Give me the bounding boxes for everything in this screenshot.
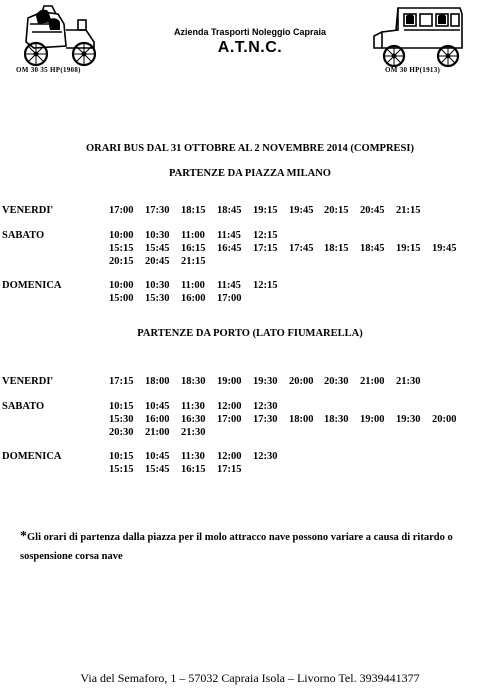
departure-time: 20:45 xyxy=(145,256,170,267)
schedule-row xyxy=(0,243,500,256)
departure-time: 15:15 xyxy=(109,464,134,475)
schedule-row xyxy=(0,205,500,218)
departure-time: 16:15 xyxy=(181,243,206,254)
departure-time: 11:45 xyxy=(217,280,241,291)
departure-time: 15:30 xyxy=(145,293,170,304)
vintage-bus-1908-illustration xyxy=(8,2,108,74)
departure-time: 15:15 xyxy=(109,243,134,254)
departure-time: 18:00 xyxy=(145,376,170,387)
vintage-bus-1913-illustration xyxy=(368,2,468,74)
departure-time: 21:15 xyxy=(181,256,206,267)
departure-time: 17:30 xyxy=(253,414,278,425)
departure-time: 18:45 xyxy=(217,205,242,216)
departure-time: 17:15 xyxy=(253,243,278,254)
schedule-row xyxy=(0,280,500,293)
company-short-name: A.T.N.C. xyxy=(217,39,283,56)
departure-time: 12:15 xyxy=(253,230,278,241)
departure-time: 11:00 xyxy=(181,230,205,241)
departure-time: 11:00 xyxy=(181,280,205,291)
departure-time: 19:15 xyxy=(396,243,421,254)
departure-time: 21:00 xyxy=(360,376,385,387)
schedule-row xyxy=(0,427,500,440)
day-label: DOMENICA xyxy=(2,451,62,462)
company-full-name: Azienda Trasporti Noleggio Capraia xyxy=(173,27,327,37)
departure-time: 19:00 xyxy=(360,414,385,425)
departure-time: 10:15 xyxy=(109,401,134,412)
departure-time: 18:30 xyxy=(181,376,206,387)
departure-time: 12:30 xyxy=(253,451,278,462)
note-text: Gli orari di partenza dalla piazza per il molo attracco nave possono variare a causa di ritardo o sospensione corsa nave xyxy=(20,532,453,562)
departure-time: 17:00 xyxy=(109,205,134,216)
departure-time: 17:15 xyxy=(217,464,242,475)
departure-time: 19:30 xyxy=(253,376,278,387)
departure-time: 19:45 xyxy=(289,205,314,216)
departure-time: 17:30 xyxy=(145,205,170,216)
departure-time: 20:15 xyxy=(109,256,134,267)
departure-time: 20:30 xyxy=(109,427,134,438)
departure-time: 20:30 xyxy=(324,376,349,387)
departure-time: 19:30 xyxy=(396,414,421,425)
departure-time: 20:45 xyxy=(360,205,385,216)
departure-time: 10:00 xyxy=(109,230,134,241)
departure-time: 10:00 xyxy=(109,280,134,291)
schedule-row xyxy=(0,293,500,306)
schedule-title: ORARI BUS DAL 31 OTTOBRE AL 2 NOVEMBRE 2014 (COMPRESI) xyxy=(86,143,414,154)
departure-time: 21:30 xyxy=(396,376,421,387)
departure-time: 12:00 xyxy=(217,451,242,462)
asterisk-icon: * xyxy=(20,529,27,544)
departure-time: 20:00 xyxy=(289,376,314,387)
departure-time: 16:00 xyxy=(145,414,170,425)
departure-time: 19:00 xyxy=(217,376,242,387)
departure-time: 10:30 xyxy=(145,230,170,241)
departure-time: 21:30 xyxy=(181,427,206,438)
departure-time: 17:00 xyxy=(217,293,242,304)
departure-time: 15:30 xyxy=(109,414,134,425)
departure-time: 12:15 xyxy=(253,280,278,291)
departure-time: 11:45 xyxy=(217,230,241,241)
schedule-row xyxy=(0,376,500,389)
schedule-row xyxy=(0,451,500,464)
departure-time: 21:15 xyxy=(396,205,421,216)
departure-time: 11:30 xyxy=(181,451,205,462)
departure-time: 16:30 xyxy=(181,414,206,425)
departure-time: 20:15 xyxy=(324,205,349,216)
departure-time: 18:00 xyxy=(289,414,314,425)
departure-time: 17:15 xyxy=(109,376,134,387)
departure-time: 16:00 xyxy=(181,293,206,304)
departure-time: 19:15 xyxy=(253,205,278,216)
day-label: VENERDI' xyxy=(2,205,54,216)
departure-time: 17:45 xyxy=(289,243,314,254)
departure-time: 19:45 xyxy=(432,243,457,254)
departure-time: 18:30 xyxy=(324,414,349,425)
day-label: SABATO xyxy=(2,230,45,241)
schedule-row xyxy=(0,230,500,243)
departure-time: 12:00 xyxy=(217,401,242,412)
schedule-row xyxy=(0,401,500,414)
schedule-row xyxy=(0,256,500,269)
day-label: VENERDI' xyxy=(2,376,54,387)
section-heading-piazza-milano: PARTENZE DA PIAZZA MILANO xyxy=(169,168,331,179)
left-logo-caption: OM 30 35 HP(1908) xyxy=(16,66,81,74)
departure-time: 11:30 xyxy=(181,401,205,412)
departure-time: 15:45 xyxy=(145,464,170,475)
departure-time: 10:30 xyxy=(145,280,170,291)
day-label: DOMENICA xyxy=(2,280,62,291)
departure-time: 21:00 xyxy=(145,427,170,438)
departure-time: 17:00 xyxy=(217,414,242,425)
schedule-note xyxy=(20,527,490,566)
departure-time: 15:00 xyxy=(109,293,134,304)
departure-time: 20:00 xyxy=(432,414,457,425)
departure-time: 16:45 xyxy=(217,243,242,254)
footer-address: Via del Semaforo, 1 – 57032 Capraia Isola – Livorno Tel. 3939441377 xyxy=(80,671,420,685)
departure-time: 12:30 xyxy=(253,401,278,412)
departure-time: 10:15 xyxy=(109,451,134,462)
schedule-row xyxy=(0,464,500,477)
section-heading-porto: PARTENZE DA PORTO (LATO FIUMARELLA) xyxy=(137,328,363,339)
departure-time: 16:15 xyxy=(181,464,206,475)
departure-time: 10:45 xyxy=(145,401,170,412)
departure-time: 18:15 xyxy=(324,243,349,254)
schedule-row xyxy=(0,414,500,427)
departure-time: 18:45 xyxy=(360,243,385,254)
right-logo-caption: OM 30 HP(1913) xyxy=(385,66,441,74)
departure-time: 18:15 xyxy=(181,205,206,216)
day-label: SABATO xyxy=(2,401,45,412)
departure-time: 10:45 xyxy=(145,451,170,462)
departure-time: 15:45 xyxy=(145,243,170,254)
